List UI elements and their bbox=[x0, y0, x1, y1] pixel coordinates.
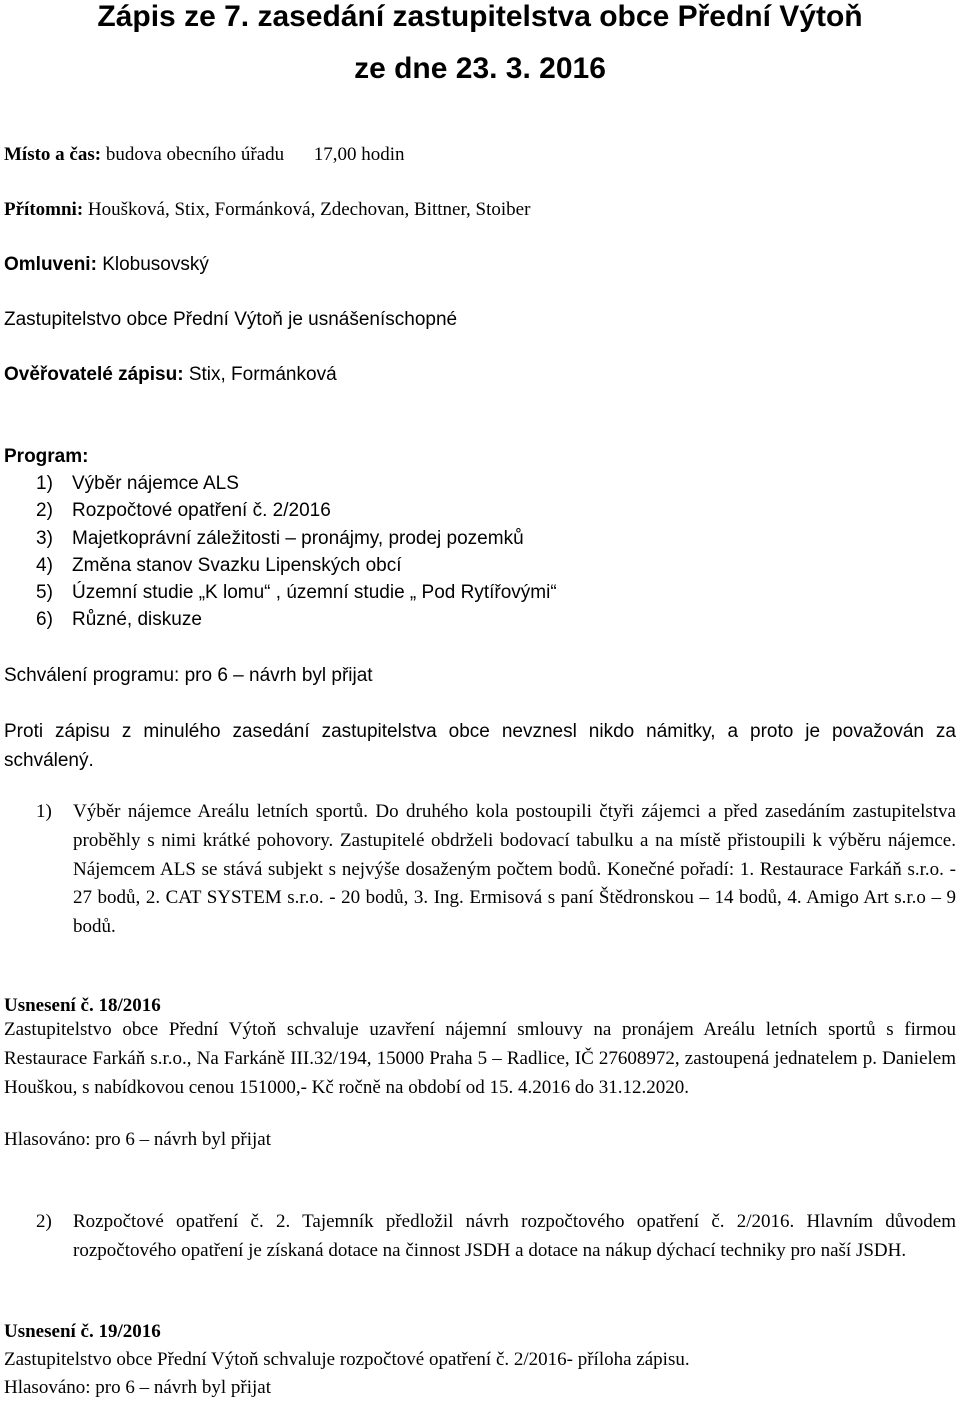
program-item: 5) Územní studie „K lomu“ , územní studie „ Pod Rytířovými“ bbox=[36, 582, 557, 604]
previous-minutes-paragraph: Proti zápisu z minulého zasedání zastupitelstva obce nevznesl nikdo námitky, a proto je považován za schválený. bbox=[4, 721, 956, 771]
section-2-text: Rozpočtové opatření č. 2. Tajemník předložil návrh rozpočtového opatření č. 2/2016. Hlavním důvodem rozpočtového opatření je získaná dotace na činnost JSDH a dotace na nákup dýchací techniky pro naší JSDH. bbox=[73, 1211, 956, 1261]
excused-label: Omluveni: bbox=[4, 254, 97, 275]
document-title: Zápis ze 7. zasedání zastupitelstva obce Přední Výtoň bbox=[97, 0, 863, 33]
resolution-19-text: Zastupitelstvo obce Přední Výtoň schvaluje rozpočtové opatření č. 2/2016- příloha zápisu. bbox=[4, 1349, 690, 1370]
place-time-line bbox=[4, 141, 956, 169]
program-item: 4) Změna stanov Svazku Lipenských obcí bbox=[36, 554, 402, 576]
quorum-line: Zastupitelstvo obce Přední Výtoň je usnášeníschopné bbox=[4, 309, 458, 330]
section-2 bbox=[36, 1208, 956, 1266]
present-value: Houšková, Stix, Formánková, Zdechovan, Bittner, Stoiber bbox=[87, 199, 531, 220]
verifiers-label: Ověřovatelé zápisu: bbox=[4, 364, 184, 385]
present-line bbox=[4, 196, 956, 224]
section-2-number: 2) bbox=[36, 1211, 52, 1232]
program-label: Program: bbox=[4, 446, 89, 467]
section-1-number: 1) bbox=[36, 801, 52, 822]
section-1 bbox=[36, 798, 956, 942]
place-label: Místo a čas: bbox=[4, 144, 102, 165]
resolution-18-label: Usnesení č. 18/2016 bbox=[4, 995, 161, 1016]
resolution-18-vote: Hlasováno: pro 6 – návrh byl přijat bbox=[4, 1129, 272, 1150]
excused-value: Klobusovský bbox=[102, 254, 209, 275]
program-item: 3) Majetkoprávní záležitosti – pronájmy, prodej pozemků bbox=[36, 527, 524, 549]
section-1-text: Výběr nájemce Areálu letních sportů. Do druhého kola postoupili čtyři zájemci a před zasedáním zastupitelstva proběhly s nimi krátké pohovory. Zastupitelé obdrželi bodovací tabulku a na místě přistoupili k výběru nájemce. Nájemcem ALS se stává subjekt s nejvýše dosaženým počtem bodů. Konečné pořadí: 1. Restaurace Farkáň s.r.o. - 27 bodů, 2. CAT SYSTEM s.r.o. - 20 bodů, 3. Ing. Ermisová s paní Štědronskou – 14 bodů, 4. Amigo Art s.r.o – 9 bodů. bbox=[73, 801, 956, 938]
present-label: Přítomni: bbox=[4, 199, 84, 220]
resolution-19-label: Usnesení č. 19/2016 bbox=[4, 1321, 161, 1342]
program-item: 2) Rozpočtové opatření č. 2/2016 bbox=[36, 500, 331, 522]
program-list bbox=[36, 470, 557, 634]
document-date: ze dne 23. 3. 2016 bbox=[354, 52, 606, 85]
excused-line bbox=[4, 251, 956, 279]
place-value: budova obecního úřadu bbox=[105, 144, 285, 165]
resolution-19-vote: Hlasováno: pro 6 – návrh byl přijat bbox=[4, 1377, 272, 1398]
program-item: 6) Různé, diskuze bbox=[36, 609, 202, 631]
resolution-18-text: Zastupitelstvo obce Přední Výtoň schvaluje uzavření nájemní smlouvy na pronájem Areálu letních sportů s firmou Restaurace Farkáň s.r.o., Na Farkáně III.32/194, 15000 Praha 5 – Radlice, IČ 27608972, zastoupená jednatelem p. Danielem Houškou, s nabídkovou cenou 151000,- Kč ročně na období od 15. 4.2016 do 31.12.2020. bbox=[4, 1019, 956, 1098]
program-approval: Schválení programu: pro 6 – návrh byl přijat bbox=[4, 665, 373, 686]
program-item: 1) Výběr nájemce ALS bbox=[36, 473, 239, 494]
verifiers-value: Stix, Formánková bbox=[188, 364, 337, 385]
verifiers-line bbox=[4, 361, 956, 389]
time-value: 17,00 hodin bbox=[313, 144, 405, 165]
